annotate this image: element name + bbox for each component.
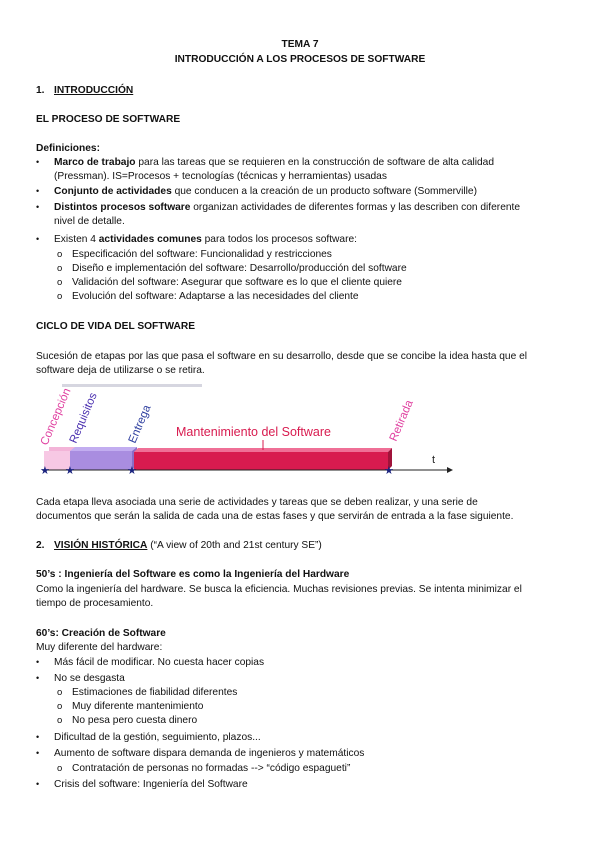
s60-item-2: No se desgasta (54, 673, 125, 684)
requisitos-block-top (70, 447, 137, 451)
definicion-2-text: que conducen a la creación de un producto software (Sommerville) (171, 186, 477, 197)
retirada-label: Retirada (387, 398, 416, 444)
definicion-1-text: para las tareas que se requieren en la construcción de software de alta calidad (135, 157, 495, 168)
s50-paragraph-line-1: Como la ingeniería del hardware. Se busca la eficiencia. Muchas revisiones previas. Se intenta minimizar el (36, 584, 522, 595)
bullet-icon: • (36, 157, 40, 167)
star-icon: ★ (384, 465, 394, 477)
ciclo-heading: CICLO DE VIDA DEL SOFTWARE (36, 321, 196, 332)
bullet-icon: • (36, 748, 40, 758)
sub-bullet-icon: o (57, 687, 63, 698)
sub-bullet-icon: o (57, 277, 63, 288)
section-1-title: INTRODUCCIÓN (54, 85, 134, 96)
star-icon: ★ (127, 465, 137, 477)
timeline-arrow-icon (447, 467, 453, 473)
requisitos-label: Requisitos (67, 391, 100, 446)
definicion-4-pre: Existen 4 (54, 234, 99, 245)
cropped-text-artifact (62, 384, 202, 387)
sub-bullet-icon: o (57, 291, 63, 302)
sub-bullet-icon: o (57, 263, 63, 274)
proceso-heading: EL PROCESO DE SOFTWARE (36, 114, 181, 125)
actividad-especificacion: Especificación del software: Funcionalidad y restricciones (72, 249, 332, 260)
definicion-3-text: organizan actividades de diferentes formas y las describen con diferente (190, 202, 521, 213)
section-2-title: VISIÓN HISTÓRICA (54, 540, 148, 551)
document-title: TEMA 7 (281, 39, 319, 50)
timeline-t-label: t (432, 454, 436, 466)
definiciones-label: Definiciones: (36, 143, 100, 154)
mantenimiento-label: Mantenimiento del Software (176, 425, 331, 439)
star-icon: ★ (65, 465, 75, 477)
s60-item-3: Dificultad de la gestión, seguimiento, plazos... (54, 732, 261, 743)
concepcion-label: Concepción (38, 386, 74, 448)
s60-heading: 60’s: Creación de Software (36, 628, 166, 639)
definicion-4 (54, 233, 357, 246)
definicion-1 (54, 156, 494, 169)
s60-intro: Muy diferente del hardware: (36, 642, 163, 653)
document-subtitle: INTRODUCCIÓN A LOS PROCESOS DE SOFTWARE (174, 54, 426, 65)
actividad-diseno: Diseño e implementación del software: Desarrollo/producción del software (72, 263, 407, 274)
ciclo-paragraph-line-2: software deja de utilizarse o se retira. (36, 365, 205, 376)
s60-item-4: Aumento de software dispara demanda de ingenieros y matemáticos (54, 748, 365, 759)
s60-item-2-sub-1: Estimaciones de fiabilidad diferentes (72, 687, 238, 698)
entrega-label: Entrega (126, 403, 154, 446)
definicion-2 (54, 185, 477, 198)
bullet-icon: • (36, 673, 40, 683)
s50-heading: 50’s : Ingeniería del Software es como la Ingeniería del Hardware (36, 569, 350, 580)
section-2-title-note: (“A view of 20th and 21st century SE”) (147, 540, 322, 551)
fases-paragraph-line-1: Cada etapa lleva asociada una serie de actividades y tareas que se deben realizar, y una serie de (36, 497, 478, 508)
definicion-3-cont: nivel de detalle. (54, 216, 125, 227)
sub-bullet-icon: o (57, 701, 63, 712)
bullet-icon: • (36, 202, 40, 212)
s50-paragraph-line-2: tiempo de procesamiento. (36, 598, 154, 609)
actividad-evolucion: Evolución del software: Adaptarse a las necesidades del cliente (72, 291, 359, 302)
star-icon: ★ (40, 465, 50, 477)
actividad-validacion: Validación del software: Asegurar que software es lo que el cliente quiere (72, 277, 402, 288)
section-2-heading (54, 539, 322, 552)
definicion-1-cont: (Pressman). IS=Procesos + tecnologías (técnicas y herramientas) usadas (54, 171, 387, 182)
s60-item-1: Más fácil de modificar. No cuesta hacer copias (54, 657, 265, 668)
sub-bullet-icon: o (57, 249, 63, 260)
bullet-icon: • (36, 657, 40, 667)
sub-bullet-icon: o (57, 715, 63, 726)
bullet-icon: • (36, 732, 40, 742)
life-cycle-diagram (34, 384, 454, 480)
bullet-icon: • (36, 234, 40, 244)
s60-item-2-sub-2: Muy diferente mantenimiento (72, 701, 204, 712)
definicion-4-text: para todos los procesos software: (201, 234, 357, 245)
s60-item-5: Crisis del software: Ingeniería del Software (54, 779, 248, 790)
s60-item-4-sub-1: Contratación de personas no formadas --> “código espagueti” (72, 763, 351, 774)
s60-item-2-sub-3: No pesa pero cuesta dinero (72, 715, 198, 726)
definicion-3 (54, 201, 520, 214)
mantenimiento-block (134, 452, 388, 470)
definicion-1-bold: Marco de trabajo (54, 157, 136, 168)
definicion-4-bold: actividades comunes (98, 234, 202, 245)
section-1-number: 1. (36, 85, 45, 96)
definicion-3-bold: Distintos procesos software (54, 202, 191, 213)
fases-paragraph-line-2: documentos que serán la salida de cada una de estas fases y que servirán de entrada a la fase siguiente. (36, 511, 514, 522)
bullet-icon: • (36, 186, 40, 196)
requisitos-block (70, 451, 132, 470)
definicion-2-bold: Conjunto de actividades (54, 186, 172, 197)
bullet-icon: • (36, 779, 40, 789)
ciclo-paragraph-line-1: Sucesión de etapas por las que pasa el software en su desarrollo, desde que se concibe la idea hasta que el (36, 351, 528, 362)
section-2-number: 2. (36, 540, 45, 551)
sub-bullet-icon: o (57, 763, 63, 774)
